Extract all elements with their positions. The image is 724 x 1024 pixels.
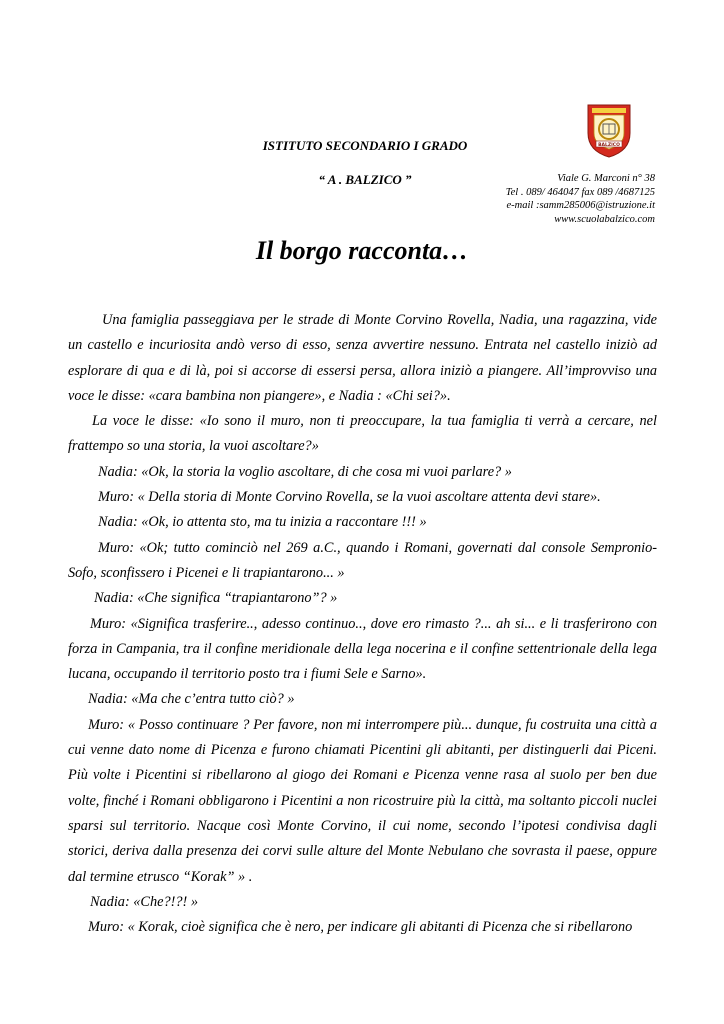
- story-paragraph: Nadia: «Che significa “trapiantarono”? »: [94, 590, 338, 607]
- story-paragraph: Nadia: «Ma che c’entra tutto ciò? »: [88, 691, 295, 708]
- story-paragraph: Nadia: «Ok, io attenta sto, ma tu inizia a raccontare !!! »: [98, 514, 427, 531]
- story-paragraph: Muro: «Ok; tutto cominciò nel 269 a.C., quando i Romani, governati dal console Sempronio-Sofo, sconfissero i Picenei e li trapiantarono... »: [68, 539, 657, 581]
- website: www.scuolabalzico.com: [554, 213, 655, 225]
- story-body: [68, 308, 657, 940]
- phone-fax: Tel . 089/ 464047 fax 089 /4687125: [505, 186, 655, 198]
- letterhead-heading: [200, 138, 530, 188]
- story-paragraph: Nadia: «Che?!?! »: [90, 893, 199, 910]
- email: e-mail :samm285006@istruzione.it: [506, 200, 655, 211]
- story-paragraph: Muro: «Significa trasferire.., adesso continuo.., dove ero rimasto ?... ah si... e li trasferirono con forza in Campania, tra il confine meridionale della lega nocerina e il confine settentrionale della lega lucana, occupando il territorio posto tra i fiumi Sele e Sarno».: [68, 615, 657, 683]
- address: Viale G. Marconi n° 38: [557, 173, 655, 184]
- school-crest-logo: [586, 103, 632, 159]
- story-paragraph: Muro: « Della storia di Monte Corvino Rovella, se la vuoi ascoltare attenta devi stare».: [98, 489, 601, 506]
- logo-label: BALZICO: [598, 143, 620, 148]
- story-paragraph: Nadia: «Ok, la storia la voglio ascoltare, di che cosa mi vuoi parlare? »: [98, 463, 512, 480]
- story-paragraph: Una famiglia passeggiava per le strade di Monte Corvino Rovella, Nadia, una ragazzina, vide un castello e incuriosita andò verso di esso, senza avvertire nessuno. Entrata nel castello iniziò ad esplorare di qua e di là, poi si accorse di essersi persa, allora iniziò a piangere. All’improvviso una voce le disse: «cara bambina non piangere», e Nadia : «Chi sei?».: [68, 312, 657, 404]
- institute-name: ISTITUTO SECONDARIO I GRADO: [262, 138, 468, 153]
- story-paragraph: Muro: « Posso continuare ? Per favore, non mi interrompere più... dunque, fu costruita una città a cui venne dato nome di Picenza e furono chiamati Picentini gli abitanti, per distinguerli dai Piceni. Più volte i Picentini si ribellarono al giogo dei Romani e Picenza venne rasa al suolo per ben due volte, finché i Romani obbligarono i Picentini a non ricostruire più la città, ma soltanto piccoli nuclei sparsi sul territorio. Nacque così Monte Corvino, il cui nome, secondo l’ipotesi condivisa dagli storici, deriva dalla presenza dei corvi sulle alture del Monte Nebulano che sovrasta il paese, oppure dal termine etrusco “Korak” » .: [68, 716, 657, 885]
- document-title: Il borgo racconta…: [255, 236, 469, 265]
- school-name: “ A . BALZICO ”: [318, 172, 412, 187]
- story-paragraph: La voce le disse: «Io sono il muro, non ti preoccupare, la tua famiglia ti verrà a cercare, nel frattempo so una storia, la vuoi ascoltare?»: [68, 413, 657, 455]
- story-paragraph: Muro: « Korak, cioè significa che è nero, per indicare gli abitanti di Picenza che si ribellarono: [88, 919, 633, 936]
- contact-block: [506, 172, 655, 226]
